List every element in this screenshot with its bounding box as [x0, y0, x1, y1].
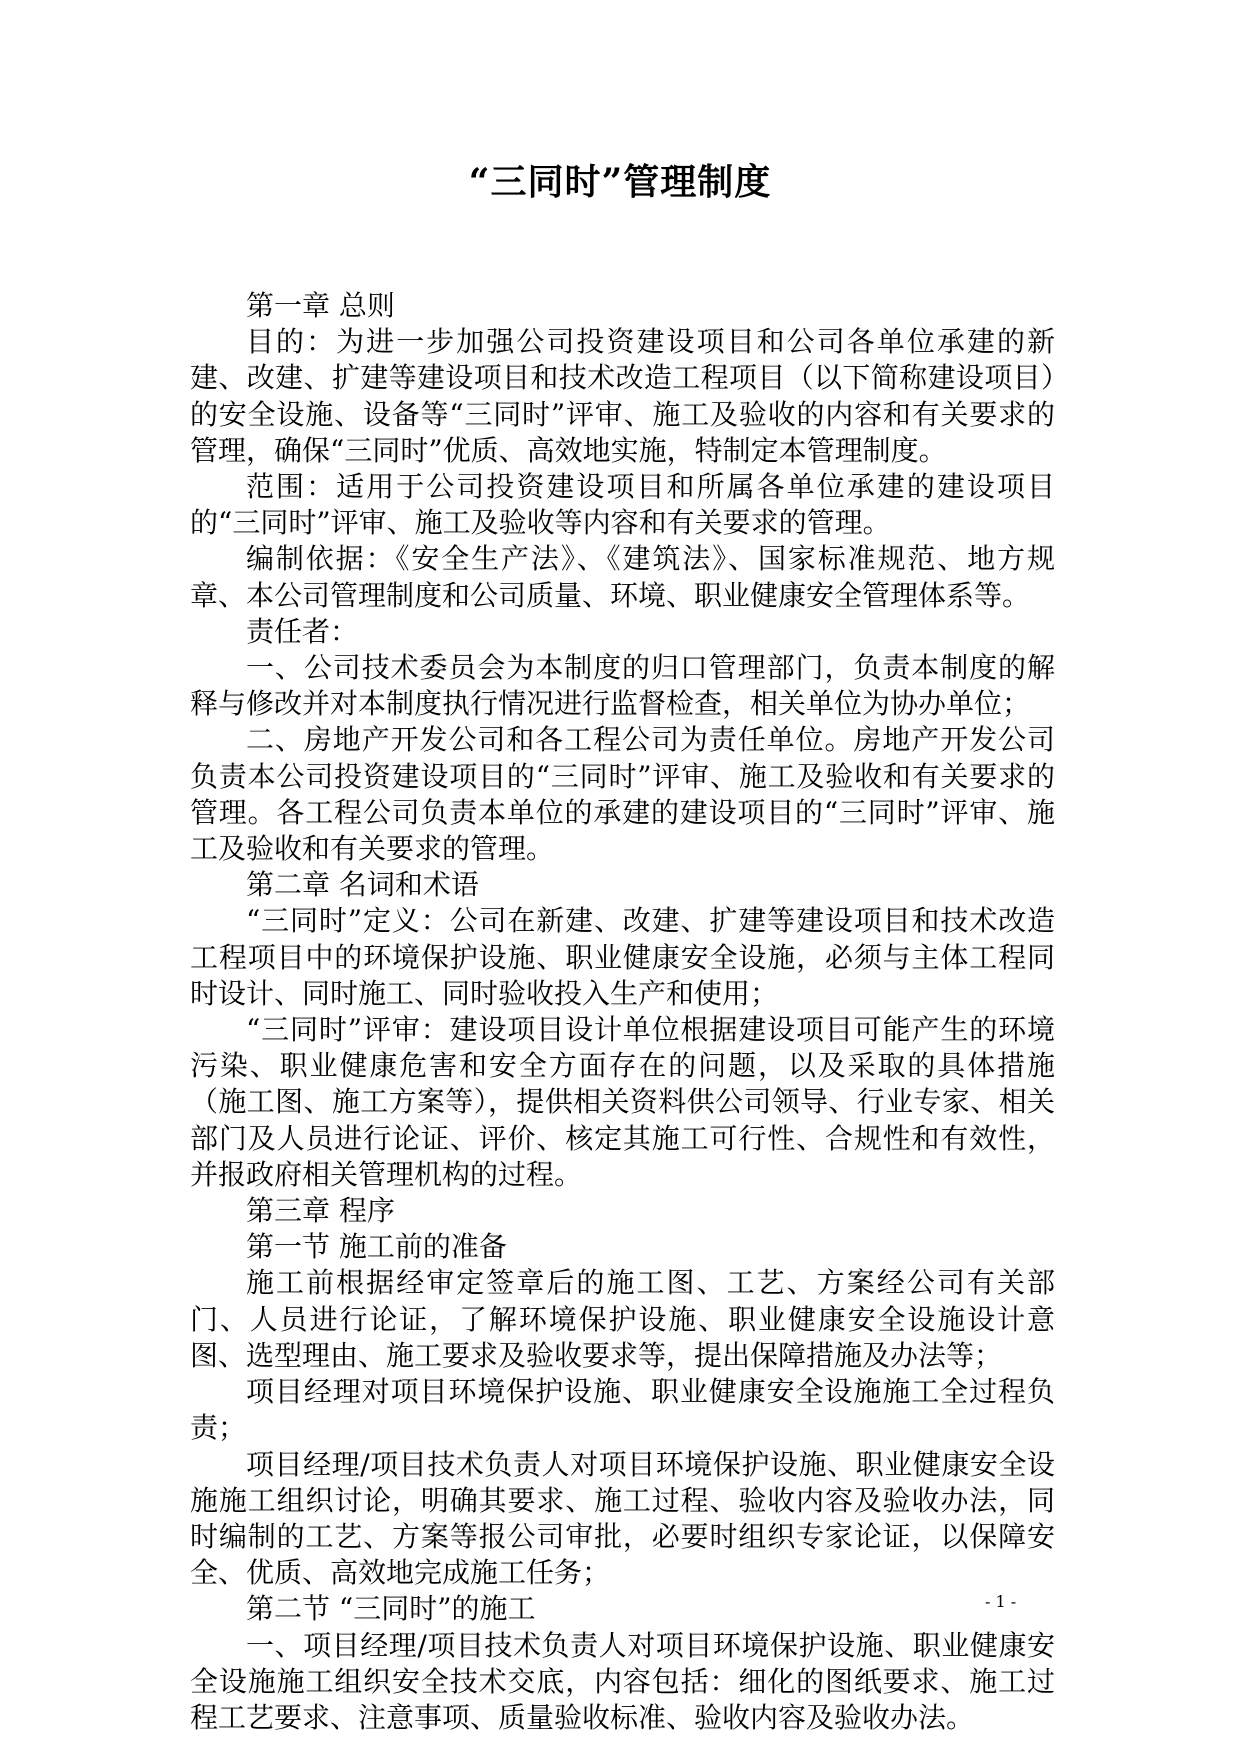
preparation-paragraph: 施工前根据经审定签章后的施工图、工艺、方案经公司有关部门、人员进行论证，了解环境保护设施、职业健康安全设施设计意图、选型理由、施工要求及验收要求等，提出保障措施及办法等；: [190, 1266, 1055, 1372]
review-definition-paragraph: “三同时”评审：建设项目设计单位根据建设项目可能产生的环境污染、职业健康危害和安全方面存在的问题，以及采取的具体措施（施工图、施工方案等），提供相关资料供公司领导、行业专家、相关部门及人员进行论证、评价、核定其施工可行性、合规性和有效性，并报政府相关管理机构的过程。: [190, 1013, 1055, 1191]
document-title: “三同时”管理制度: [468, 161, 772, 203]
document-body: [190, 288, 1055, 1736]
chapter-1-heading: 第一章 总则: [246, 289, 395, 322]
purpose-paragraph: 目的：为进一步加强公司投资建设项目和公司各单位承建的新建、改建、扩建等建设项目和技术改造工程项目（以下简称建设项目）的安全设施、设备等“三同时”评审、施工及验收的内容和有关要求的管理，确保“三同时”优质、高效地实施，特制定本管理制度。: [190, 325, 1055, 467]
manager-responsibility-paragraph: 项目经理对项目环境保护设施、职业健康安全设施施工全过程负责；: [190, 1375, 1055, 1445]
scope-paragraph: 范围：适用于公司投资建设项目和所属各单位承建的建设项目的“三同时”评审、施工及验收等内容和有关要求的管理。: [190, 470, 1055, 540]
basis-paragraph: 编制依据：《安全生产法》、《建筑法》、国家标准规范、地方规章、本公司管理制度和公司质量、环境、职业健康安全管理体系等。: [190, 542, 1055, 612]
responsibility-item-2: 二、房地产开发公司和各工程公司为责任单位。房地产开发公司负责本公司投资建设项目的“三同时”评审、施工及验收和有关要求的管理。各工程公司负责本单位的承建的建设项目的“三同时”评审、施工及验收和有关要求的管理。: [190, 723, 1055, 866]
responsibility-item-1: 一、公司技术委员会为本制度的归口管理部门，负责本制度的解释与修改并对本制度执行情况进行监督检查，相关单位为协办单位；: [190, 651, 1055, 721]
definition-paragraph: “三同时”定义：公司在新建、改建、扩建等建设项目和技术改造工程项目中的环境保护设施、职业健康安全设施，必须与主体工程同时设计、同时施工、同时验收投入生产和使用；: [190, 904, 1055, 1010]
chapter-3-heading: 第三章 程序: [246, 1194, 395, 1228]
section-1-heading: 第一节 施工前的准备: [246, 1230, 507, 1264]
section-2-heading: 第二节 “三同时”的施工: [246, 1592, 536, 1626]
responsibility-heading: 责任者：: [246, 614, 359, 648]
construction-item-1: 一、项目经理/项目技术负责人对项目环境保护设施、职业健康安全设施施工组织安全技术交底，内容包括：细化的图纸要求、施工过程工艺要求、注意事项、质量验收标准、验收内容及验收办法。: [190, 1628, 1055, 1734]
organization-paragraph: 项目经理/项目技术负责人对项目环境保护设施、职业健康安全设施施工组织讨论，明确其要求、施工过程、验收内容及验收办法，同时编制的工艺、方案等报公司审批，必要时组织专家论证，以保障安全、优质、高效地完成施工任务；: [190, 1447, 1055, 1590]
chapter-2-heading: 第二章 名词和术语: [246, 868, 479, 902]
page-number: - 1 -: [985, 1592, 1017, 1611]
